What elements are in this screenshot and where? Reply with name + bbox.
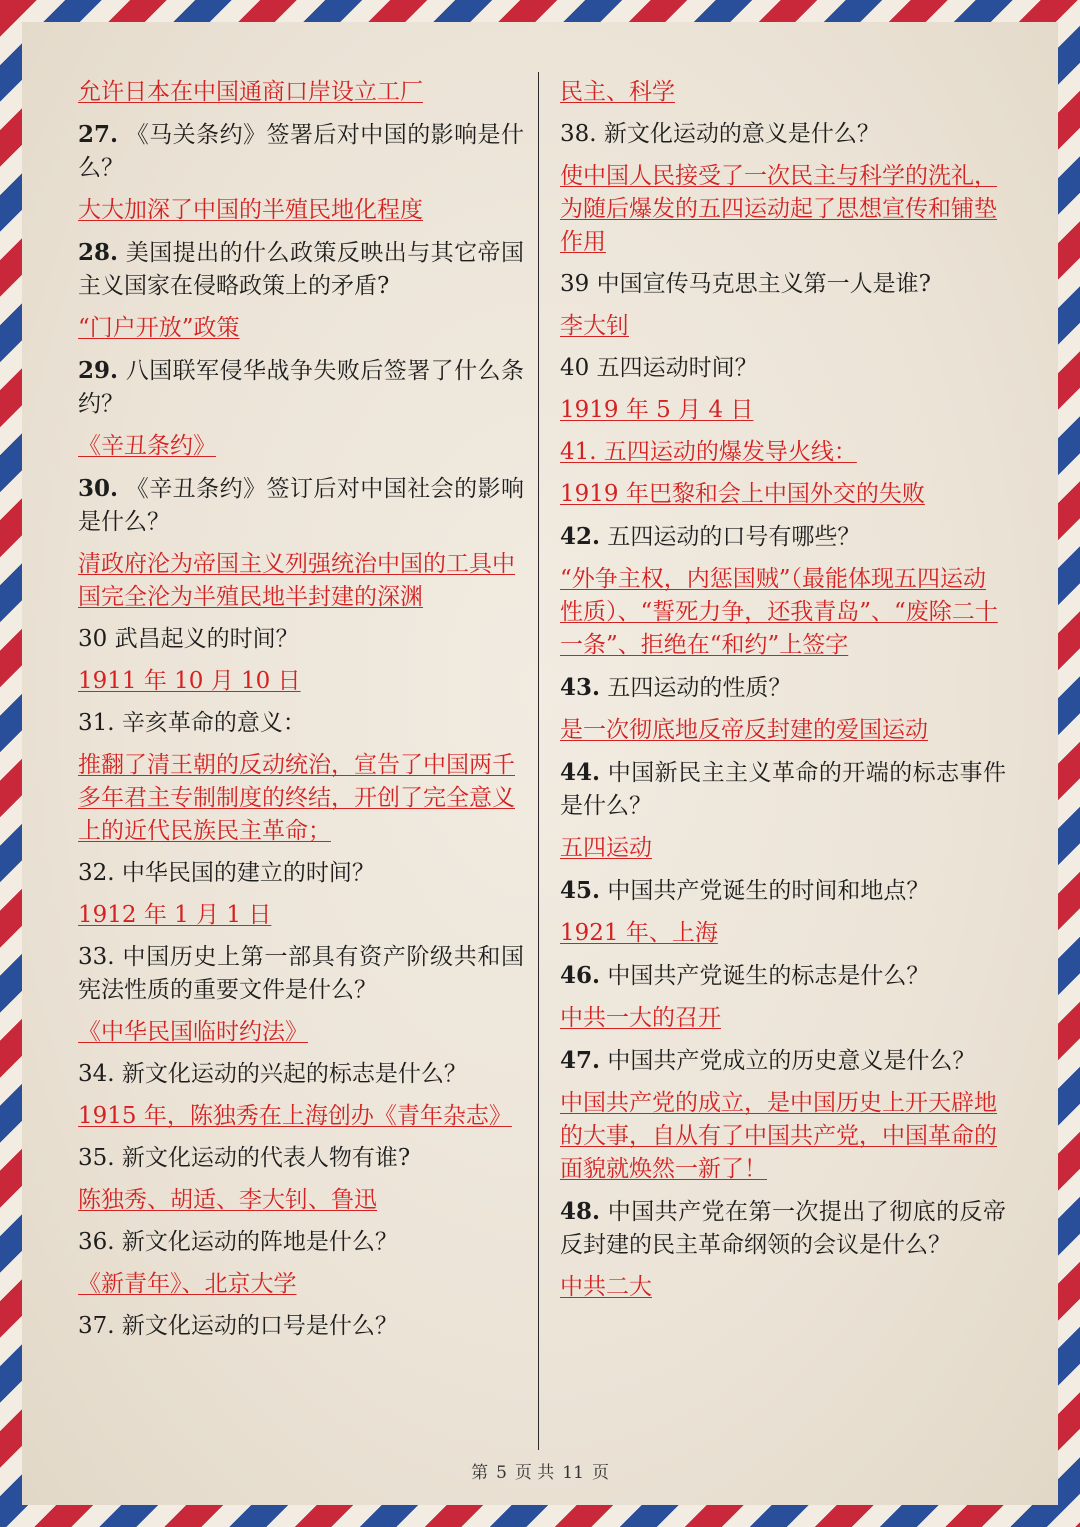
question-number: 43. (560, 674, 601, 701)
answer-text: 1919 年 5 月 4 日 (560, 397, 754, 423)
question-text (78, 857, 524, 890)
question-body: 中国共产党成立的历史意义是什么？ (607, 1048, 976, 1074)
question-body: 39 中国宣传马克思主义第一人是谁? (560, 271, 931, 297)
question-body: 34. 新文化运动的兴起的标志是什么？ (78, 1061, 467, 1087)
footer-page-number: 5 (496, 1463, 507, 1483)
question-number: 44. (560, 759, 601, 786)
question-number: 47. (560, 1047, 601, 1074)
question-text (78, 941, 524, 1007)
question-body: 中国共产党在第一次提出了彻底的反帝反封建的民主革命纲领的会议是什么？ (560, 1199, 1007, 1258)
question-body: 37. 新文化运动的口号是什么？ (78, 1313, 398, 1339)
answer-text: 是一次彻底地反帝反封建的爱国运动 (560, 717, 928, 743)
question-number: 48. (560, 1198, 601, 1225)
answer-text: “外争主权，内惩国贼”（最能体现五四运动性质）、“誓死力争，还我青岛”、“废除二十一条”、拒绝在“和约”上签字 (560, 566, 998, 658)
question-body: 30 武昌起义的时间？ (78, 626, 299, 652)
question-body: 《辛丑条约》签订后对中国社会的影响是什么？ (78, 476, 525, 535)
footer-prefix: 第 (471, 1463, 489, 1483)
question-body: 中国共产党诞生的时间和地点？ (607, 878, 930, 904)
question-body: 中国新民主主义革命的开端的标志事件是什么？ (560, 760, 1007, 819)
question-body: 35. 新文化运动的代表人物有谁? (78, 1145, 411, 1171)
answer-text: 《新青年》、北京大学 (78, 1271, 297, 1297)
answer-text: 中国共产党的成立，是中国历史上开天辟地的大事，自从有了中国共产党，中国革命的面貌就焕然一新了！ (560, 1090, 997, 1182)
question-text (78, 1058, 524, 1091)
question-text (78, 1142, 524, 1175)
answer-text: 《辛丑条约》 (78, 433, 216, 459)
answer-text: 允许日本在中国通商口岸设立工厂 (78, 79, 423, 105)
column-divider (538, 72, 539, 1450)
question-body: 五四运动的口号有哪些？ (607, 524, 861, 550)
question-body: 中国共产党诞生的标志是什么？ (607, 963, 930, 989)
question-text (560, 874, 1006, 908)
question-number: 30. (78, 475, 119, 502)
footer-total-pages: 11 (562, 1463, 584, 1483)
answer-text: 41. 五四运动的爆发导火线： (560, 439, 857, 465)
question-text (78, 236, 524, 303)
answer-text: 推翻了清王朝的反动统治，宣告了中国两千多年君主专制制度的终结，开创了完全意义上的近代民族民主革命； (78, 752, 515, 844)
question-number: 42. (560, 523, 601, 550)
question-text (78, 1310, 524, 1343)
question-text (560, 268, 1006, 301)
question-text (78, 623, 524, 656)
question-text (560, 1195, 1006, 1262)
answer-text: 五四运动 (560, 835, 652, 861)
question-text (560, 959, 1006, 993)
question-number: 29. (78, 357, 119, 384)
question-body: 32. 中华民国的建立的时间？ (78, 860, 375, 886)
question-body: 31. 辛亥革命的意义： (78, 710, 306, 736)
question-text (78, 354, 524, 421)
question-text (78, 707, 524, 740)
question-text (78, 1226, 524, 1259)
answer-text: 1912 年 1 月 1 日 (78, 902, 272, 928)
footer-middle: 页 共 (514, 1463, 555, 1483)
answer-text: 民主、科学 (560, 79, 675, 105)
question-text (560, 756, 1006, 823)
question-number: 45. (560, 877, 601, 904)
answer-text: 1911 年 10 月 10 日 (78, 668, 301, 694)
answer-text: 中共一大的召开 (560, 1005, 721, 1031)
answer-text: 清政府沦为帝国主义列强统治中国的工具中国完全沦为半殖民地半封建的深渊 (78, 551, 515, 610)
answer-text: 1919 年巴黎和会上中国外交的失败 (560, 481, 925, 507)
answer-text: 大大加深了中国的半殖民地化程度 (78, 197, 423, 223)
question-body: 八国联军侵华战争失败后签署了什么条约？ (78, 358, 525, 417)
left-column (78, 76, 524, 1352)
answer-text: 1915 年，陈独秀在上海创办《青年杂志》 (78, 1103, 512, 1129)
right-column (560, 76, 1006, 1313)
question-body: 36. 新文化运动的阵地是什么？ (78, 1229, 398, 1255)
question-text (560, 1044, 1006, 1078)
question-number: 27. (78, 121, 119, 148)
question-body: 《马关条约》签署后对中国的影响是什么？ (78, 122, 525, 181)
question-number: 28. (78, 239, 119, 266)
page-footer (0, 1458, 1080, 1483)
question-text (560, 671, 1006, 705)
question-text (78, 472, 524, 539)
question-number: 46. (560, 962, 601, 989)
answer-text: 1921 年、上海 (560, 920, 718, 946)
question-text (560, 352, 1006, 385)
question-body: 美国提出的什么政策反映出与其它帝国主义国家在侵略政策上的矛盾? (78, 240, 525, 299)
question-body: 五四运动的性质？ (607, 675, 792, 701)
answer-text: 使中国人民接受了一次民主与科学的洗礼，为随后爆发的五四运动起了思想宣传和铺垫作用 (560, 163, 997, 255)
question-body: 33. 中国历史上第一部具有资产阶级共和国宪法性质的重要文件是什么？ (78, 944, 524, 1003)
answer-text: “门户开放”政策 (78, 315, 240, 341)
answer-text: 中共二大 (560, 1274, 652, 1300)
question-text (78, 118, 524, 185)
footer-suffix: 页 (591, 1463, 609, 1483)
question-text (560, 520, 1006, 554)
answer-text: 《中华民国临时约法》 (78, 1019, 308, 1045)
answer-text: 陈独秀、胡适、李大钊、鲁迅 (78, 1187, 377, 1213)
answer-text: 李大钊 (560, 313, 629, 339)
question-body: 38. 新文化运动的意义是什么？ (560, 121, 880, 147)
question-text (560, 118, 1006, 151)
question-body: 40 五四运动时间？ (560, 355, 758, 381)
